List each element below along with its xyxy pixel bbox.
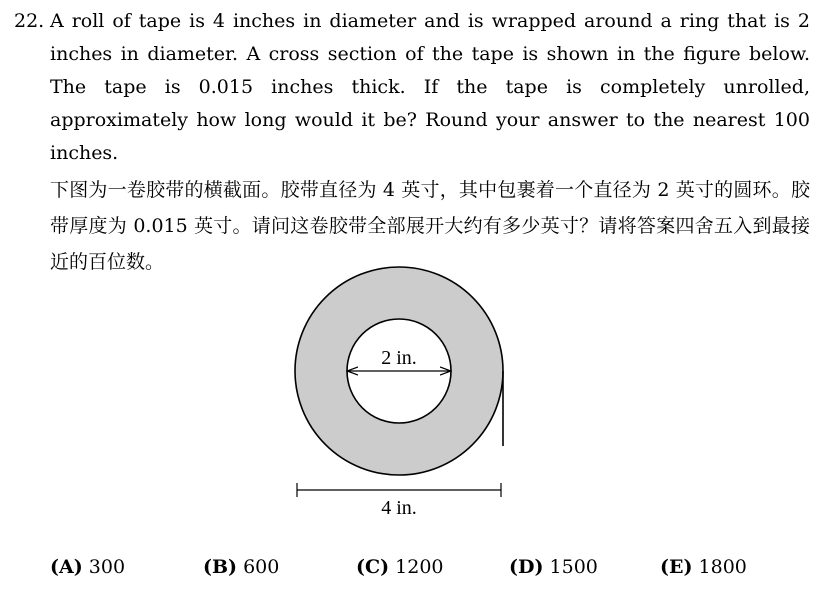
problem-text-chinese: 下图为一卷胶带的横截面。胶带直径为 4 英寸，其中包裹着一个直径为 2 英寸的圆环。胶带厚度为 0.015 英寸。请问这卷胶带全部展开大约有多少英寸？请将答案四舍五入到最接近的百位数。 [50,179,810,273]
choice-b[interactable] [203,556,279,578]
choice-value: 1800 [698,556,747,578]
problem-text-english: A roll of tape is 4 inches in diameter and is wrapped around a ring that is 2 inches in diameter. A cross section of the tape is shown in the figure below. The tape is 0.015 inches thick. If the tape is completely unrolled, approximately how long would it be? Round your answer to the nearest 100 inches. [50,10,810,164]
problem-number: 22. [14,10,45,32]
choice-e[interactable] [660,556,747,578]
choice-letter: (A) [50,556,83,578]
choice-letter: (E) [660,556,693,578]
outer-diameter-label: 4 in. [381,497,417,519]
answer-choices [0,556,824,586]
choice-letter: (B) [203,556,238,578]
choice-value: 1500 [549,556,598,578]
choice-letter: (D) [509,556,544,578]
choice-c[interactable] [356,556,444,578]
choice-d[interactable] [509,556,598,578]
choice-letter: (C) [356,556,390,578]
choice-value: 300 [88,556,126,578]
choice-a[interactable] [50,556,125,578]
choice-value: 1200 [395,556,444,578]
inner-diameter-label: 2 in. [381,347,417,369]
choice-value: 600 [243,556,280,578]
